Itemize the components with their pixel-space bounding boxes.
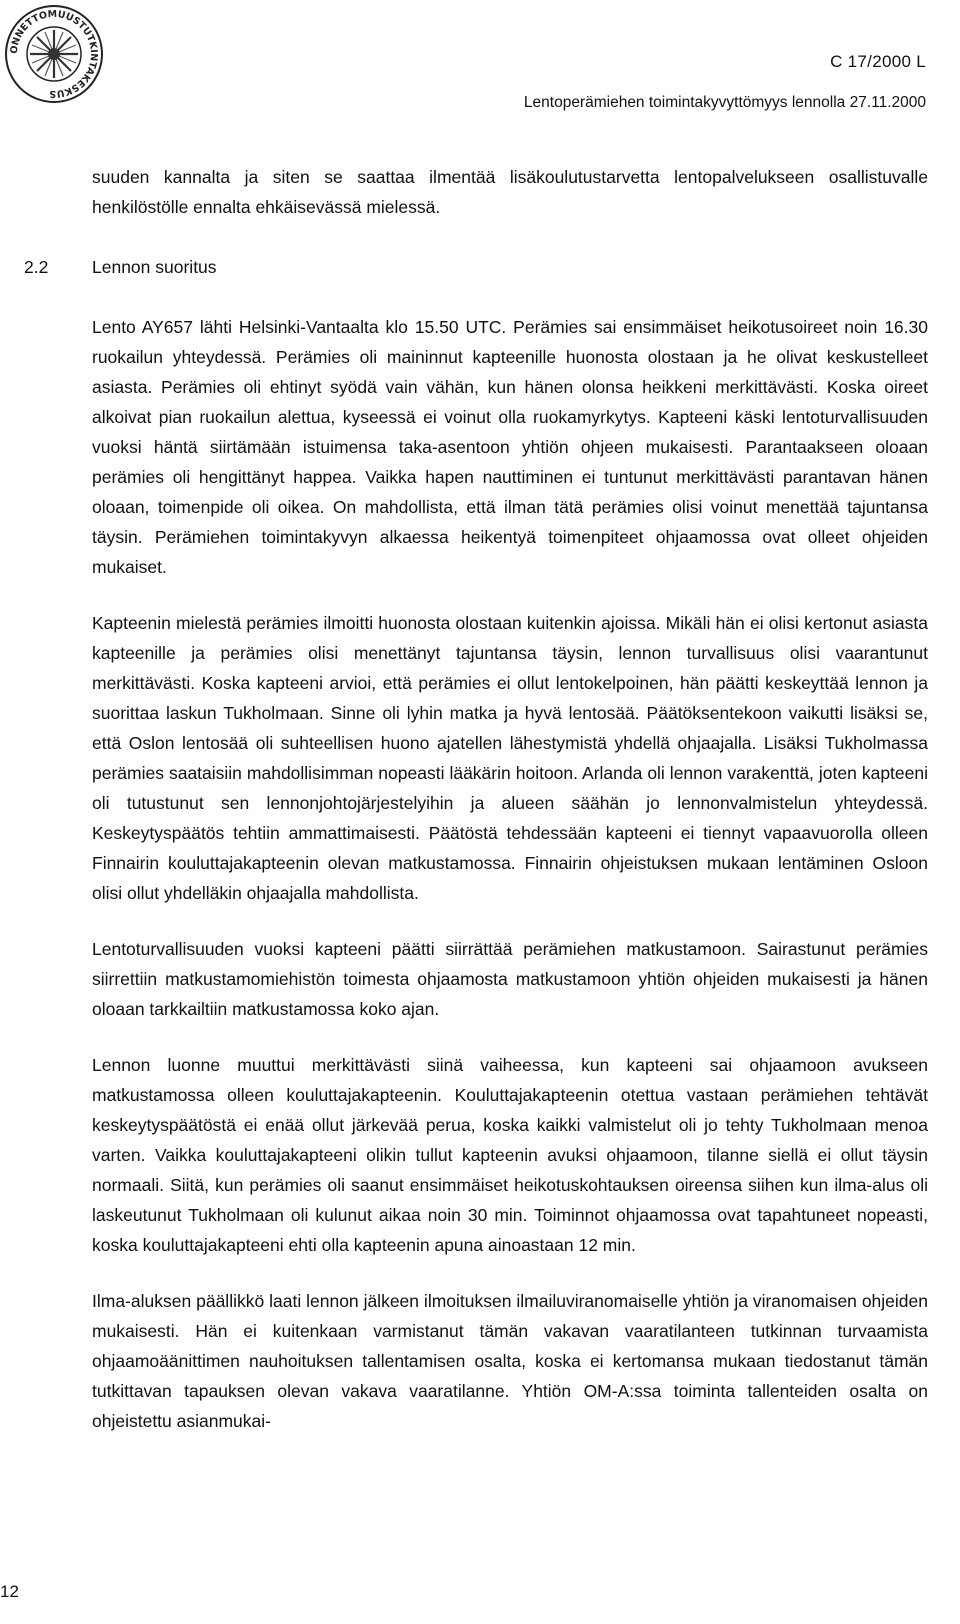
body-paragraph-4: Lennon luonne muuttui merkittävästi siinä vaiheessa, kun kapteeni sai ohjaamoon avukseen matkustamossa olleen kouluttajakapteenin. Kouluttajakapteenin otettua vastaan perämiehen tehtävät keskeytyspäätöstä ei enää ollut järkevää perua, koska kaikki valmistelut oli jo tehty Tukholmaan menoa varten. Vaikka kouluttajakapteeni olikin tullut kapteenin avuksi ohjaamoon, tilanne siellä ei ollut täysin normaali. Siitä, kun perämies oli saanut ensimmäiset heikotuskohtauksen oireensa siihen kun ilma-alus oli laskeutunut Tukholmaan oli kulunut aikaa noin 30 min. Toiminnot ohjaamossa ovat tapahtuneet nopeasti, koska kouluttajakapteeni ehti olla kapteenin apuna ainoastaan 12 min. <box>92 1055 928 1255</box>
body-paragraph-3: Lentoturvallisuuden vuoksi kapteeni päätti siirrättää perämiehen matkustamoon. Sairastunut perämies siirrettiin matkustamomiehistön toimesta ohjaamosta matkustamoon yhtiön ohjeiden mukaisesti ja hänen oloaan tarkkailtiin matkustamossa koko ajan. <box>92 939 928 1019</box>
section-number: 2.2 <box>24 257 49 277</box>
intro-paragraph: suuden kannalta ja siten se saattaa ilmentää lisäkoulutustarvetta lentopalvelukseen osallistuvalle henkilöstölle ennalta ehkäisevässä mielessä. <box>92 167 928 217</box>
body-paragraph-5: Ilma-aluksen päällikkö laati lennon jälkeen ilmoituksen ilmailuviranomaiselle yhtiön ja viranomaisen ohjeiden mukaisesti. Hän ei kuitenkaan varmistanut tämän vakavan vaaratilanteen tutkinnan turvaamista ohjaamoäänittimen nauhoituksen tallentamisen osalta, koska ei kertomansa mukaan tiedostanut tämän tutkittavan tapauksen olevan vakava vaaratilanne. Yhtiön OM-A:ssa toiminta tallenteiden osalta on ohjeistettu asianmukai- <box>92 1291 928 1431</box>
body-paragraph-1: Lento AY657 lähti Helsinki-Vantaalta klo 15.50 UTC. Perämies sai ensimmäiset heikotusoireet noin 16.30 ruokailun yhteydessä. Perämies oli maininnut kapteenille huonosta olostaan ja he olivat keskustelleet asiasta. Perämies oli ehtinyt syödä vain vähän, kun hänen olonsa heikkeni merkittävästi. Koska oireet alkoivat pian ruokailun alettua, kyseessä ei voinut olla ruokamyrkytys. Kapteeni käski lentoturvallisuuden vuoksi häntä siirtämään istuimensa taka-asentoon yhtiön ohjeen mukaisesti. Parantaakseen oloaan perämies oli hengittänyt happea. Vaikka hapen nauttiminen ei tuntunut merkittävästi parantavan hänen oloaan, toimenpide oli oikea. On mahdollista, että ilman tätä perämies olisi voinut menettää tajuntansa täysin. Perämiehen toimintakyvyn alkaessa heikentyä toimenpiteet ohjaamossa ovat olleet ohjeiden mukaiset. <box>92 317 928 577</box>
svg-text:ONNETTOMUUSTUTKINTAKESKUS: ONNETTOMUUSTUTKINTAKESKUS <box>8 8 100 100</box>
document-code: C 17/2000 L <box>830 52 926 71</box>
section-title: Lennon suoritus <box>92 257 217 277</box>
page-body <box>24 162 928 1436</box>
body-paragraph-2: Kapteenin mielestä perämies ilmoitti huonosta olostaan kuitenkin ajoissa. Mikäli hän ei olisi kertonut asiasta kapteenille ja perämies olisi menettänyt tajuntansa täysin, lennon turvallisuus olisi vaarantunut merkittävästi. Koska kapteeni arvioi, että perämies ei ollut lentokelpoinen, hän päätti keskeyttää lennon ja suorittaa laskun Tukholmaan. Sinne oli lyhin matka ja hyvä lentosää. Päätöksentekoon vaikutti lisäksi se, että Oslon lentosää oli suhteellisen huono ajatellen lähestymistä yhdellä ohjaajalla. Lisäksi Tukholmassa perämies saataisiin mahdollisimman nopeasti lääkärin hoitoon. Arlanda oli lennon varakenttä, joten kapteeni oli tutustunut sen lennonjohtojärjestelyihin ja alueen säähän jo lennonvalmistelun yhteydessä. Keskeytyspäätös tehtiin ammattimaisesti. Päätöstä tehdessään kapteeni ei tiennyt vapaavuorolla olleen Finnairin kouluttajakapteenin olevan matkustamossa. Finnairin ohjeistuksen mukaan lentäminen Osloon olisi ollut yhdelläkin ohjaajalla mahdollista. <box>92 613 928 903</box>
section-heading <box>24 252 928 282</box>
page-number: 12 <box>0 1582 19 1601</box>
agency-seal-logo <box>4 4 104 104</box>
document-title: Lentoperämiehen toimintakyvyttömyys lennolla 27.11.2000 <box>523 94 926 111</box>
